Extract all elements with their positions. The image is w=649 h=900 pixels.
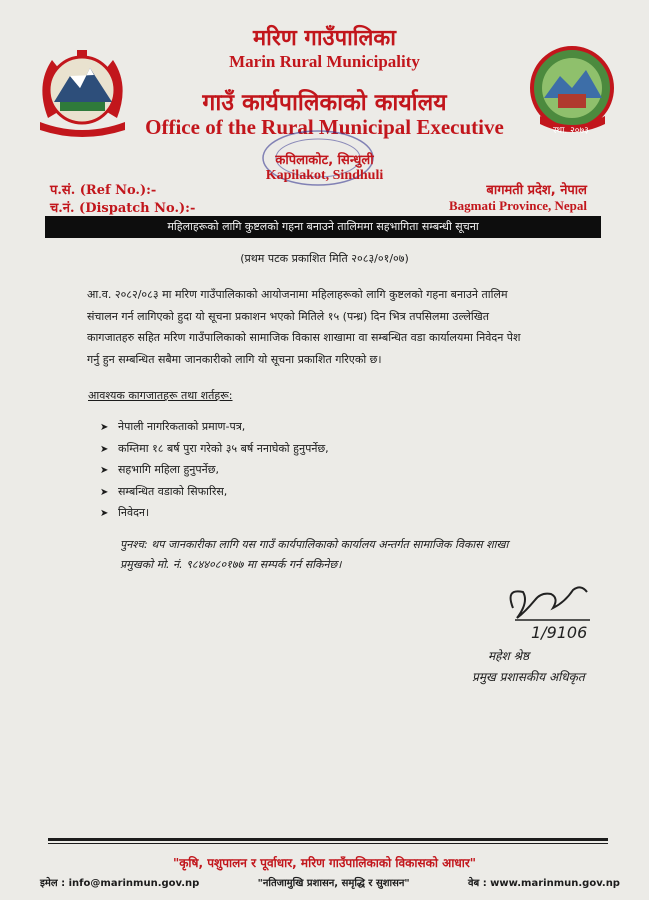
- list-item: [100, 438, 329, 460]
- requirement-text: नेपाली नागरिकताको प्रमाण-पत्र,: [118, 420, 246, 433]
- list-item: [100, 459, 329, 481]
- requirement-text: सम्बन्धित वडाको सिफारिस,: [118, 484, 228, 498]
- requirement-text: निवेदन।: [118, 506, 150, 519]
- notice-body: [87, 284, 573, 370]
- signatory-title: प्रमुख प्रशासकीय अधिकृत: [472, 670, 585, 684]
- municipality-name-en: Marin Rural Municipality: [229, 52, 420, 71]
- requirements-heading: आवश्यक कागजातहरू तथा शर्तहरू:: [88, 389, 233, 402]
- signatory-name: महेश श्रेष्ठ: [488, 649, 530, 663]
- notice-title: महिलाहरूको लागि कुष्टलको गहना बनाउने तालिममा सहभागिता सम्बन्धी सूचना: [45, 216, 601, 238]
- requirements-list: [100, 416, 329, 524]
- footer-divider-thin: [48, 843, 608, 844]
- body-line: संचालन गर्न लागिएको हुदा यो सूचना प्रकाशन भएको मितिले १५ (पन्ध्र) दिन भित्र तपसिलमा उल्लेखित: [87, 309, 489, 323]
- location-en: Kapilakot, Sindhuli: [265, 168, 384, 183]
- requirement-text: सहभागि महिला हुनुपर्नेछ,: [118, 463, 219, 476]
- location-np: कपिलाकोट, सिन्धुली: [275, 153, 374, 168]
- note-line: प्रमुखको मो. नं. ९८४४०८०१७७ मा सम्पर्क गर्न सकिनेछ।: [120, 558, 342, 571]
- province-en: Bagmati Province, Nepal: [448, 198, 587, 213]
- arrow-bullet-icon: ➤: [100, 422, 109, 433]
- note-line: पुनश्च: थप जानकारीका लागि यस गाउँ कार्यपालिकाको कार्यालय अन्तर्गत सामाजिक विकास शाखा: [120, 538, 509, 551]
- office-name-np: गाउँ कार्यपालिकाको कार्यालय: [202, 90, 447, 116]
- published-date: (प्रथम पटक प्रकाशित मिति २०८३/०१/०७): [240, 252, 409, 265]
- arrow-bullet-icon: ➤: [100, 443, 109, 455]
- list-item: [100, 502, 329, 524]
- requirement-text: कम्तिमा १८ बर्ष पुरा गरेको ३५ बर्ष ननाघेको हुनुपर्नेछ,: [118, 441, 329, 455]
- footer-contact: [40, 875, 620, 889]
- body-line: कागजातहरु सहित मरिण गाउँपालिकाको सामाजिक विकास शाखामा वा सम्बन्धित वडा कार्यालयमा निवेदन पेश: [87, 331, 521, 344]
- office-name-en: Office of the Rural Municipal Executive: [145, 115, 504, 139]
- footer-divider: [48, 838, 608, 841]
- province-np: बागमती प्रदेश, नेपाल: [486, 183, 587, 198]
- ref-number: प.सं. (Ref No.):-: [50, 183, 157, 198]
- body-line: आ.व. २०८२/०८३ मा मरिण गाउँपालिकाको आयोजनामा महिलाहरूको लागि कुष्टलको गहना बनाउने तालिम: [87, 288, 508, 301]
- signature-date: 1/9106: [531, 623, 588, 642]
- signature-scribble: [495, 578, 605, 648]
- arrow-bullet-icon: ➤: [100, 465, 109, 476]
- footer-motto: "कृषि, पशुपालन र पूर्वाधार, मरिण गाउँपालिकाको विकासको आधार": [172, 856, 477, 870]
- municipality-name-np: मरिण गाउँपालिका: [253, 26, 396, 51]
- arrow-bullet-icon: ➤: [100, 486, 109, 498]
- list-item: [100, 416, 329, 438]
- footer-slogan: "नतिजामुखि प्रशासन, समृद्धि र सुशासन": [257, 878, 410, 889]
- footer-email[interactable]: इमेल : info@marinmun.gov.np: [40, 878, 200, 889]
- list-item: [100, 481, 329, 503]
- arrow-bullet-icon: ➤: [100, 508, 109, 519]
- footer-website[interactable]: वेब : www.marinmun.gov.np: [467, 878, 620, 889]
- dispatch-number: च.नं. (Dispatch No.):-: [50, 201, 196, 216]
- postscript-note: [120, 535, 575, 575]
- seal-year: स्था. २०७३: [553, 126, 589, 136]
- body-line: गर्नु हुन सम्बन्धित सबैमा जानकारीको लागि यो सूचना प्रकाशित गरिएको छ।: [87, 352, 382, 366]
